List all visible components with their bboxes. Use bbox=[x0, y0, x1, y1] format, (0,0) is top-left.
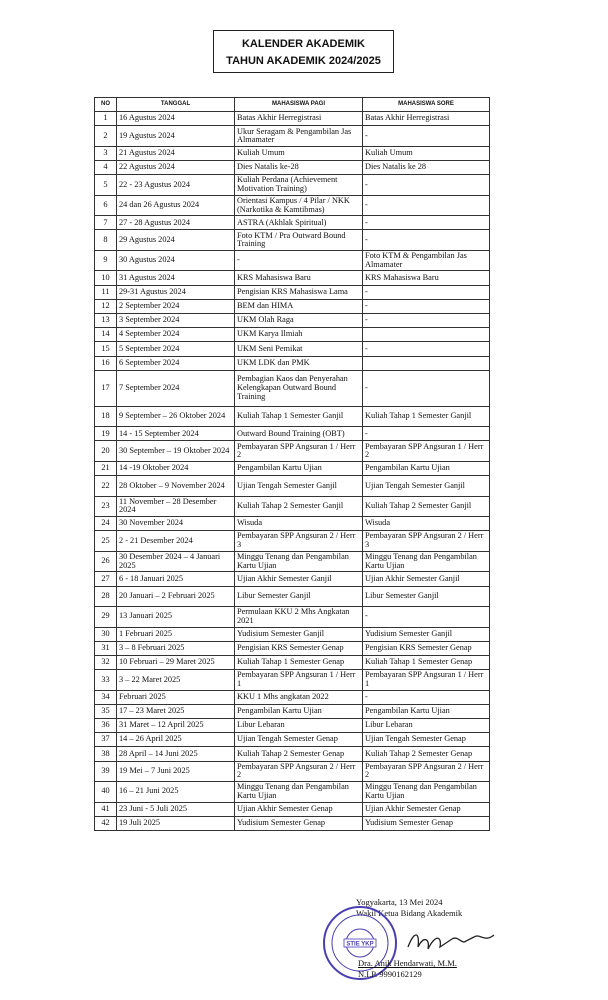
table-row bbox=[95, 427, 490, 441]
cell-morning: Pengambilan Kartu Ujian bbox=[235, 704, 363, 718]
table-row bbox=[95, 112, 490, 126]
cell-no: 6 bbox=[95, 195, 117, 216]
cell-no: 41 bbox=[95, 802, 117, 816]
cell-no: 26 bbox=[95, 551, 117, 572]
cell-date: 30 Desember 2024 – 4 Januari 2025 bbox=[117, 551, 235, 572]
table-row bbox=[95, 230, 490, 251]
cell-evening bbox=[363, 328, 490, 342]
table-row bbox=[95, 586, 490, 607]
signatory-block bbox=[358, 958, 457, 979]
cell-morning: Pembayaran SPP Angsuran 2 / Herr 3 bbox=[235, 531, 363, 552]
cell-morning: UKM Olah Raga bbox=[235, 314, 363, 328]
table-header-row bbox=[95, 98, 490, 112]
cell-no: 13 bbox=[95, 314, 117, 328]
cell-evening: - bbox=[363, 370, 490, 406]
table-row bbox=[95, 126, 490, 147]
cell-evening: - bbox=[363, 607, 490, 628]
cell-no: 17 bbox=[95, 370, 117, 406]
cell-evening: Minggu Tenang dan Pengambilan Kartu Ujian bbox=[363, 782, 490, 803]
cell-evening: - bbox=[363, 314, 490, 328]
cell-morning: Ujian Akhir Semester Genap bbox=[235, 802, 363, 816]
table-row bbox=[95, 476, 490, 497]
cell-morning: Pembagian Kaos dan Penyerahan Kelengkapan Outward Bound Training bbox=[235, 370, 363, 406]
cell-no: 15 bbox=[95, 342, 117, 356]
cell-evening bbox=[363, 356, 490, 370]
cell-morning: UKM Karya Ilmiah bbox=[235, 328, 363, 342]
table-row bbox=[95, 733, 490, 747]
cell-evening: Kuliah Umum bbox=[363, 146, 490, 160]
cell-morning: Pembayaran SPP Angsuran 2 / Herr 2 bbox=[235, 761, 363, 782]
cell-morning: Kuliah Tahap 2 Semester Ganjil bbox=[235, 496, 363, 517]
cell-date: 3 – 8 Februari 2025 bbox=[117, 641, 235, 655]
cell-date: 28 Oktober – 9 November 2024 bbox=[117, 476, 235, 497]
cell-evening: Libur Lebaran bbox=[363, 718, 490, 732]
cell-morning: Minggu Tenang dan Pengambilan Kartu Ujian bbox=[235, 782, 363, 803]
cell-no: 11 bbox=[95, 285, 117, 299]
cell-evening: Batas Akhir Herregistrasi bbox=[363, 112, 490, 126]
cell-morning: KKU 1 Mhs angkatan 2022 bbox=[235, 690, 363, 704]
cell-date: 2 September 2024 bbox=[117, 299, 235, 313]
cell-date: 21 Agustus 2024 bbox=[117, 146, 235, 160]
table-row bbox=[95, 314, 490, 328]
cell-date: 28 April – 14 Juni 2025 bbox=[117, 747, 235, 761]
cell-morning: Kuliah Tahap 1 Semester Ganjil bbox=[235, 406, 363, 427]
cell-date: 11 November – 28 Desember 2024 bbox=[117, 496, 235, 517]
cell-morning: Ukur Seragam & Pengambilan Jas Almamater bbox=[235, 126, 363, 147]
cell-evening: Ujian Akhir Semester Ganjil bbox=[363, 572, 490, 586]
table-row bbox=[95, 782, 490, 803]
table-row bbox=[95, 406, 490, 427]
cell-evening: - bbox=[363, 427, 490, 441]
cell-morning: Kuliah Tahap 1 Semester Genap bbox=[235, 655, 363, 669]
cell-morning: Permulaan KKU 2 Mhs Angkatan 2021 bbox=[235, 607, 363, 628]
cell-evening: Foto KTM & Pengambilan Jas Almamater bbox=[363, 250, 490, 271]
table-row bbox=[95, 342, 490, 356]
table-row bbox=[95, 761, 490, 782]
cell-no: 18 bbox=[95, 406, 117, 427]
table-row bbox=[95, 250, 490, 271]
cell-date: 19 Agustus 2024 bbox=[117, 126, 235, 147]
cell-evening: - bbox=[363, 195, 490, 216]
cell-date: 3 September 2024 bbox=[117, 314, 235, 328]
cell-morning: Minggu Tenang dan Pengambilan Kartu Ujian bbox=[235, 551, 363, 572]
table-row bbox=[95, 370, 490, 406]
document-title: KALENDER AKADEMIK bbox=[241, 38, 366, 50]
cell-no: 8 bbox=[95, 230, 117, 251]
cell-evening: - bbox=[363, 285, 490, 299]
table-row bbox=[95, 816, 490, 830]
stamp-label: STIE YKP bbox=[346, 941, 374, 948]
signature-position: Wakil Ketua Bidang Akademik bbox=[356, 907, 463, 918]
cell-evening: Kuliah Tahap 2 Semester Genap bbox=[363, 747, 490, 761]
cell-evening: Minggu Tenang dan Pengambilan Kartu Ujian bbox=[363, 551, 490, 572]
table-row bbox=[95, 356, 490, 370]
cell-evening: Pembayaran SPP Angsuran 2 / Herr 2 bbox=[363, 761, 490, 782]
cell-morning: Kuliah Umum bbox=[235, 146, 363, 160]
table-row bbox=[95, 531, 490, 552]
cell-no: 14 bbox=[95, 328, 117, 342]
cell-no: 35 bbox=[95, 704, 117, 718]
cell-evening: Pembayaran SPP Angsuran 1 / Herr 2 bbox=[363, 441, 490, 462]
cell-no: 25 bbox=[95, 531, 117, 552]
cell-morning: Batas Akhir Herregistrasi bbox=[235, 112, 363, 126]
cell-no: 28 bbox=[95, 586, 117, 607]
cell-morning: Ujian Tengah Semester Ganjil bbox=[235, 476, 363, 497]
cell-date: 9 September – 26 Oktober 2024 bbox=[117, 406, 235, 427]
cell-morning: Pengisian KRS Mahasiswa Lama bbox=[235, 285, 363, 299]
cell-evening: Pengambilan Kartu Ujian bbox=[363, 704, 490, 718]
cell-morning: KRS Mahasiswa Baru bbox=[235, 271, 363, 285]
cell-evening: Kuliah Tahap 2 Semester Ganjil bbox=[363, 496, 490, 517]
cell-date: 16 – 21 Juni 2025 bbox=[117, 782, 235, 803]
cell-no: 5 bbox=[95, 175, 117, 196]
cell-evening: Libur Semester Ganjil bbox=[363, 586, 490, 607]
cell-no: 2 bbox=[95, 126, 117, 147]
table-row bbox=[95, 607, 490, 628]
table-row bbox=[95, 146, 490, 160]
cell-evening: - bbox=[363, 216, 490, 230]
cell-evening: Kuliah Tahap 1 Semester Genap bbox=[363, 655, 490, 669]
cell-no: 22 bbox=[95, 476, 117, 497]
cell-date: 16 Agustus 2024 bbox=[117, 112, 235, 126]
cell-no: 29 bbox=[95, 607, 117, 628]
signatory-nip: N.I.P. 9990162129 bbox=[358, 968, 422, 979]
cell-no: 40 bbox=[95, 782, 117, 803]
cell-date: 4 September 2024 bbox=[117, 328, 235, 342]
cell-date: 3 – 22 Maret 2025 bbox=[117, 670, 235, 691]
table-row bbox=[95, 517, 490, 531]
cell-date: 30 Agustus 2024 bbox=[117, 250, 235, 271]
cell-date: 30 November 2024 bbox=[117, 517, 235, 531]
handwritten-signature bbox=[402, 925, 502, 959]
table-row bbox=[95, 461, 490, 475]
cell-date: 2 - 21 Desember 2024 bbox=[117, 531, 235, 552]
cell-morning: UKM Seni Pemikat bbox=[235, 342, 363, 356]
table-row bbox=[95, 271, 490, 285]
cell-date: 22 - 23 Agustus 2024 bbox=[117, 175, 235, 196]
cell-no: 16 bbox=[95, 356, 117, 370]
cell-no: 4 bbox=[95, 161, 117, 175]
cell-date: 29 Agustus 2024 bbox=[117, 230, 235, 251]
cell-morning: Kuliah Perdana (Achievement Motivation Training) bbox=[235, 175, 363, 196]
cell-morning: Pengambilan Kartu Ujian bbox=[235, 461, 363, 475]
cell-morning: BEM dan HIMA bbox=[235, 299, 363, 313]
cell-morning: Pembayaran SPP Angsuran 1 / Herr 2 bbox=[235, 441, 363, 462]
cell-date: 10 Februari – 29 Maret 2025 bbox=[117, 655, 235, 669]
academic-calendar-table bbox=[94, 97, 490, 831]
cell-date: 5 September 2024 bbox=[117, 342, 235, 356]
cell-morning: Dies Natalis ke-28 bbox=[235, 161, 363, 175]
table-row bbox=[95, 572, 490, 586]
cell-morning: Wisuda bbox=[235, 517, 363, 531]
cell-date: 14 -19 Oktober 2024 bbox=[117, 461, 235, 475]
cell-evening: Dies Natalis ke 28 bbox=[363, 161, 490, 175]
cell-evening: Yudisium Semester Ganjil bbox=[363, 627, 490, 641]
column-header-evening: MAHASISWA SORE bbox=[363, 98, 490, 112]
column-header-morning: MAHASISWA PAGI bbox=[235, 98, 363, 112]
cell-date: Februari 2025 bbox=[117, 690, 235, 704]
cell-date: 30 September – 19 Oktober 2024 bbox=[117, 441, 235, 462]
cell-morning: UKM LDK dan PMK bbox=[235, 356, 363, 370]
table-row bbox=[95, 627, 490, 641]
cell-morning: Pembayaran SPP Angsuran 1 / Herr 1 bbox=[235, 670, 363, 691]
cell-morning: Pengisian KRS Semester Genap bbox=[235, 641, 363, 655]
cell-no: 20 bbox=[95, 441, 117, 462]
signature-place-date: Yogyakarta, 13 Mei 2024 bbox=[356, 897, 443, 907]
table-row bbox=[95, 641, 490, 655]
table-row bbox=[95, 216, 490, 230]
cell-morning: Yudisium Semester Ganjil bbox=[235, 627, 363, 641]
table-row bbox=[95, 175, 490, 196]
table-row bbox=[95, 655, 490, 669]
cell-date: 19 Mei – 7 Juni 2025 bbox=[117, 761, 235, 782]
cell-evening: Pengambilan Kartu Ujian bbox=[363, 461, 490, 475]
cell-date: 23 Juni - 5 Juli 2025 bbox=[117, 802, 235, 816]
cell-evening: Kuliah Tahap 1 Semester Ganjil bbox=[363, 406, 490, 427]
table-row bbox=[95, 496, 490, 517]
cell-no: 10 bbox=[95, 271, 117, 285]
cell-evening: - bbox=[363, 230, 490, 251]
cell-date: 7 September 2024 bbox=[117, 370, 235, 406]
cell-evening: Pembayaran SPP Angsuran 1 / Herr 1 bbox=[363, 670, 490, 691]
cell-evening: - bbox=[363, 175, 490, 196]
cell-no: 31 bbox=[95, 641, 117, 655]
cell-date: 13 Januari 2025 bbox=[117, 607, 235, 628]
cell-evening: KRS Mahasiswa Baru bbox=[363, 271, 490, 285]
cell-no: 33 bbox=[95, 670, 117, 691]
table-row bbox=[95, 690, 490, 704]
cell-date: 31 Agustus 2024 bbox=[117, 271, 235, 285]
cell-no: 30 bbox=[95, 627, 117, 641]
cell-date: 1 Februari 2025 bbox=[117, 627, 235, 641]
cell-morning: Kuliah Tahap 2 Semester Genap bbox=[235, 747, 363, 761]
cell-no: 9 bbox=[95, 250, 117, 271]
cell-morning: ASTRA (Akhlak Spiritual) bbox=[235, 216, 363, 230]
cell-no: 24 bbox=[95, 517, 117, 531]
cell-no: 7 bbox=[95, 216, 117, 230]
cell-date: 31 Maret – 12 April 2025 bbox=[117, 718, 235, 732]
cell-no: 3 bbox=[95, 146, 117, 160]
cell-date: 17 – 23 Maret 2025 bbox=[117, 704, 235, 718]
cell-evening: Ujian Tengah Semester Genap bbox=[363, 733, 490, 747]
cell-date: 22 Agustus 2024 bbox=[117, 161, 235, 175]
cell-no: 1 bbox=[95, 112, 117, 126]
column-header-date: TANGGAL bbox=[117, 98, 235, 112]
cell-evening: - bbox=[363, 126, 490, 147]
cell-no: 12 bbox=[95, 299, 117, 313]
cell-date: 14 – 26 April 2025 bbox=[117, 733, 235, 747]
cell-date: 24 dan 26 Agustus 2024 bbox=[117, 195, 235, 216]
cell-date: 14 - 15 September 2024 bbox=[117, 427, 235, 441]
document-title-box bbox=[213, 30, 394, 73]
column-header-no: NO bbox=[95, 98, 117, 112]
cell-no: 19 bbox=[95, 427, 117, 441]
cell-morning: Yudisium Semester Genap bbox=[235, 816, 363, 830]
cell-morning: Libur Semester Ganjil bbox=[235, 586, 363, 607]
table-body bbox=[95, 112, 490, 831]
cell-no: 39 bbox=[95, 761, 117, 782]
cell-evening: Pengisian KRS Semester Genap bbox=[363, 641, 490, 655]
cell-evening: - bbox=[363, 690, 490, 704]
cell-no: 36 bbox=[95, 718, 117, 732]
cell-no: 42 bbox=[95, 816, 117, 830]
cell-evening: Wisuda bbox=[363, 517, 490, 531]
cell-date: 6 September 2024 bbox=[117, 356, 235, 370]
cell-no: 27 bbox=[95, 572, 117, 586]
cell-morning: Libur Lebaran bbox=[235, 718, 363, 732]
cell-no: 38 bbox=[95, 747, 117, 761]
table-row bbox=[95, 195, 490, 216]
table-row bbox=[95, 704, 490, 718]
document-subtitle: TAHUN AKADEMIK 2024/2025 bbox=[226, 55, 381, 67]
cell-evening: Ujian Akhir Semester Genap bbox=[363, 802, 490, 816]
cell-evening: - bbox=[363, 342, 490, 356]
cell-morning: - bbox=[235, 250, 363, 271]
table-row bbox=[95, 328, 490, 342]
cell-evening: Yudisium Semester Genap bbox=[363, 816, 490, 830]
cell-no: 32 bbox=[95, 655, 117, 669]
cell-date: 6 - 18 Januari 2025 bbox=[117, 572, 235, 586]
cell-date: 20 Januari – 2 Februari 2025 bbox=[117, 586, 235, 607]
cell-morning: Foto KTM / Pra Outward Bound Training bbox=[235, 230, 363, 251]
signatory-name: Dra. Anik Hendarwati, M.M. bbox=[358, 958, 457, 968]
cell-morning: Orientasi Kampus / 4 Pilar / NKK (Narkotika & Kamtibmas) bbox=[235, 195, 363, 216]
cell-no: 34 bbox=[95, 690, 117, 704]
cell-evening: Ujian Tengah Semester Ganjil bbox=[363, 476, 490, 497]
cell-evening: Pembayaran SPP Angsuran 2 / Herr 3 bbox=[363, 531, 490, 552]
cell-date: 29-31 Agustus 2024 bbox=[117, 285, 235, 299]
table-row bbox=[95, 718, 490, 732]
cell-morning: Ujian Tengah Semester Genap bbox=[235, 733, 363, 747]
cell-morning: Ujian Akhir Semester Ganjil bbox=[235, 572, 363, 586]
cell-morning: Outward Bound Training (OBT) bbox=[235, 427, 363, 441]
table-row bbox=[95, 441, 490, 462]
cell-no: 23 bbox=[95, 496, 117, 517]
table-row bbox=[95, 161, 490, 175]
table-row bbox=[95, 285, 490, 299]
table-row bbox=[95, 802, 490, 816]
cell-date: 27 - 28 Agustus 2024 bbox=[117, 216, 235, 230]
cell-no: 21 bbox=[95, 461, 117, 475]
table-row bbox=[95, 670, 490, 691]
table-row bbox=[95, 299, 490, 313]
cell-no: 37 bbox=[95, 733, 117, 747]
cell-evening: - bbox=[363, 299, 490, 313]
table-row bbox=[95, 747, 490, 761]
cell-date: 19 Juli 2025 bbox=[117, 816, 235, 830]
table-row bbox=[95, 551, 490, 572]
